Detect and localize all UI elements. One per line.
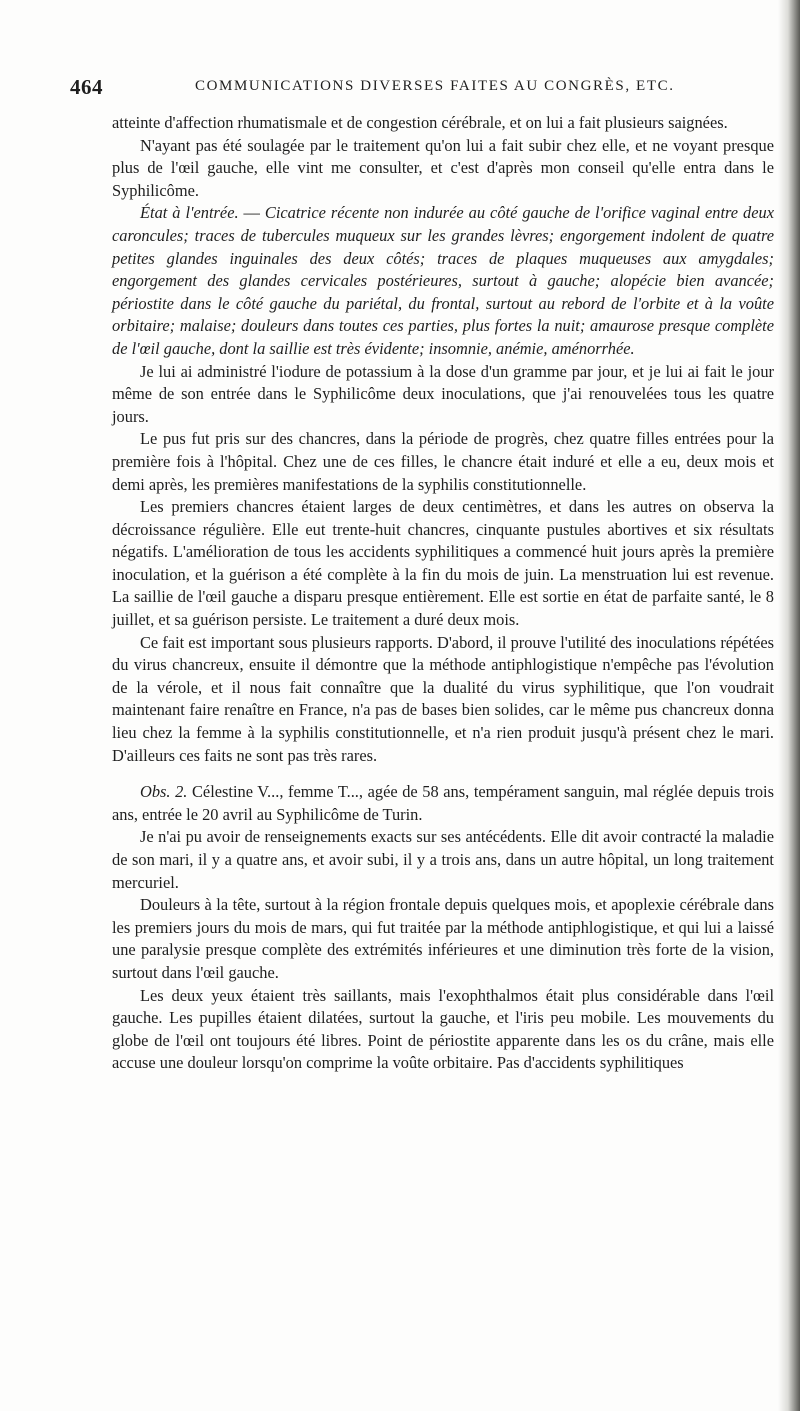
observation-2 <box>112 781 774 826</box>
etat-dash: — <box>238 203 265 223</box>
body-text <box>112 112 774 1075</box>
etat-text: Cicatrice récente non indurée au côté gauche de l'orifice vaginal entre deux caroncules; traces de tubercules muqueux sur les grandes lèvres; engorgement indolent de quatre petites glandes inguinales des deux côtés; traces de plaques muqueuses aux amygdales; engorgement des glandes cervicales postérieures, surtout à gauche; alopécie bien avancée; périostite dans le côté gauche du pariétal, du frontal, surtout au rebord de l'orbite et à la voûte orbitaire; malaise; douleurs dans toutes ces parties, plus fortes la nuit; amaurose presque complète de l'œil gauche, dont la saillie est très évidente; insomnie, anémie, aménorrhée. <box>112 203 774 358</box>
page-edge-shadow <box>778 0 800 1411</box>
paragraph: atteinte d'affection rhumatismale et de congestion cérébrale, et on lui a fait plusieurs saignées. <box>112 113 728 132</box>
page-number: 464 <box>70 75 103 99</box>
etat-paragraph <box>112 202 774 360</box>
paragraph: Je n'ai pu avoir de renseignements exacts sur ses antécédents. Elle dit avoir contracté la maladie de son mari, il y a quatre ans, et avoir subi, il y a trois ans, dans un autre hôpital, un long traitement mercuriel. <box>112 827 774 892</box>
paragraph: N'ayant pas été soulagée par le traitement qu'on lui a fait subir chez elle, et ne voyant presque plus de l'œil gauche, elle vint me consulter, et c'est d'après mon conseil qu'elle entra dans le Syphilicôme. <box>112 135 774 200</box>
paragraph: Ce fait est important sous plusieurs rapports. D'abord, il prouve l'utilité des inoculations répétées du virus chancreux, ensuite il démontre que la méthode antiphlogistique n'empêche pas l'évolution de la vérole, et il nous fait connaître que la dualité du virus syphilitique, que l'on voudrait maintenant faire renaître en France, n'a pas de bases bien solides, car le même pus chancreux donna lieu chez la femme à la syphilis constitutionnelle, et n'a rien produit jusqu'à présent chez le mari. D'ailleurs ces faits ne sont pas très rares. <box>112 632 774 765</box>
obs-text: Célestine V..., femme T..., agée de 58 ans, tempérament sanguin, mal réglée depuis trois ans, entrée le 20 avril au Syphilicôme de Turin. <box>112 782 774 824</box>
obs-label: Obs. 2. <box>140 782 188 802</box>
running-head: COMMUNICATIONS DIVERSES FAITES AU CONGRÈS, ETC. <box>195 78 675 94</box>
paragraph: Les premiers chancres étaient larges de deux centimètres, et dans les autres on observa la décroissance régulière. Elle eut trente-huit chancres, cinquante pustules abortives et six résultats négatifs. L'amélioration de tous les accidents syphilitiques a commencé huit jours après la première inoculation, et la guérison a été complète à la fin du mois de juin. La menstruation lui est revenue. La saillie de l'œil gauche a disparu presque entièrement. Elle est sortie en état de parfaite santé, le 8 juillet, et sa guérison persiste. Le traitement a duré deux mois. <box>112 497 774 630</box>
paragraph: Je lui ai administré l'iodure de potassium à la dose d'un gramme par jour, et je lui ai fait le jour même de son entrée dans le Syphilicôme deux inoculations, que j'ai renouvelées tous les quatre jours. <box>112 361 774 426</box>
etat-label: État à l'entrée. <box>140 203 239 223</box>
page-header <box>70 75 775 99</box>
paragraph: Douleurs à la tête, surtout à la région frontale depuis quelques mois, et apoplexie cérébrale dans les premiers jours du mois de mars, qui fut traitée par la méthode antiphlogistique, et qui lui a laissé une paralysie presque complète des extrémités inférieures et une diminution très forte de la vision, surtout dans l'œil gauche. <box>112 895 774 982</box>
paragraph: Les deux yeux étaient très saillants, mais l'exophthalmos était plus considérable dans l'œil gauche. Les pupilles étaient dilatées, surtout la gauche, et l'iris peu mobile. Les mouvements du globe de l'œil ont toujours été libres. Point de périostite apparente dans les os du crâne, mais elle accuse une douleur lorsqu'on comprime la voûte orbitaire. Pas d'accidents syphilitiques <box>112 985 774 1073</box>
paragraph: Le pus fut pris sur des chancres, dans la période de progrès, chez quatre filles entrées pour la première fois à l'hôpital. Chez une de ces filles, le chancre était induré et elle a eu, deux mois et demi après, les premières manifestations de la syphilis constitutionnelle. <box>112 429 774 494</box>
